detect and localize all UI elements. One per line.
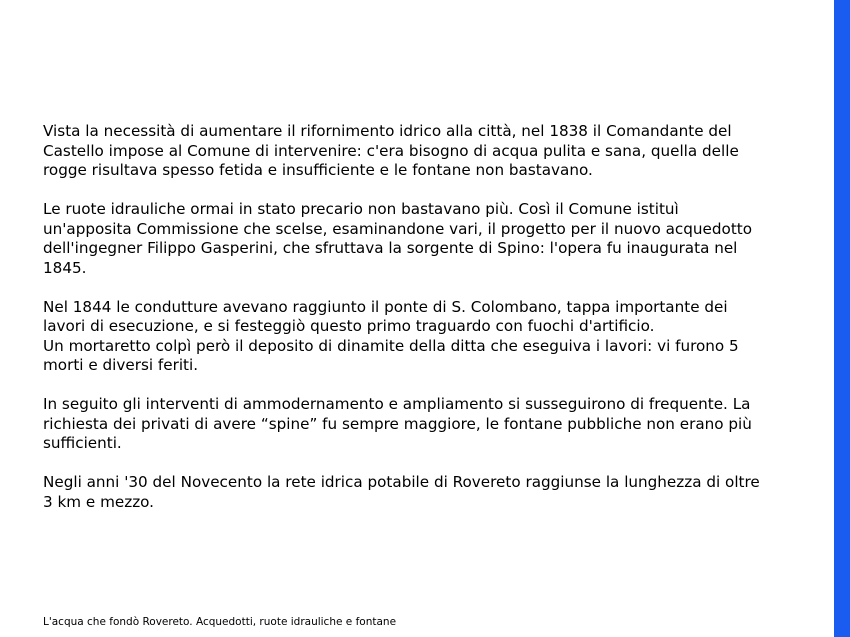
paragraph-line: Vista la necessità di aumentare il rifornimento idrico alla città, nel 1838 il Comandante del (43, 122, 732, 140)
paragraph-line: lavori di esecuzione, e si festeggiò questo primo traguardo con fuochi d'artificio. (43, 317, 655, 335)
paragraph-line: dell'ingegner Filippo Gasperini, che sfruttava la sorgente di Spino: l'opera fu inaugurata nel (43, 239, 738, 257)
paragraph-4 (43, 395, 823, 454)
paragraph-line: Un mortaretto colpì però il deposito di dinamite della ditta che eseguiva i lavori: vi furono 5 (43, 336, 739, 355)
paragraph-line: In seguito gli interventi di ammodernamento e ampliamento si susseguirono di frequente. La (43, 395, 751, 413)
paragraph-5 (43, 473, 823, 512)
paragraph-line: Nel 1844 le condutture avevano raggiunto il ponte di S. Colombano, tappa importante dei (43, 297, 728, 316)
right-accent-bar (834, 0, 850, 637)
paragraph-3 (43, 298, 823, 376)
paragraph-2 (43, 200, 823, 278)
slide-footer: L'acqua che fondò Rovereto. Acquedotti, ruote idrauliche e fontane (43, 616, 397, 628)
paragraph-line: 3 km e mezzo. (43, 492, 155, 511)
paragraph-line: Castello impose al Comune di intervenire: c'era bisogno di acqua pulita e sana, quella delle (43, 141, 739, 160)
paragraph-line: sufficienti. (43, 434, 122, 452)
paragraph-1 (43, 122, 823, 181)
paragraph-line: richiesta dei privati di avere “spine” fu sempre maggiore, le fontane pubbliche non erano più (43, 414, 752, 433)
paragraph-line: 1845. (43, 258, 87, 277)
slide-body (43, 122, 823, 532)
paragraph-line: morti e diversi feriti. (43, 356, 199, 374)
paragraph-line: Le ruote idrauliche ormai in stato precario non bastavano più. Così il Comune istituì (43, 200, 679, 218)
paragraph-line: un'apposita Commissione che scelse, esaminandone vari, il progetto per il nuovo acquedotto (43, 219, 753, 238)
paragraph-line: Negli anni '30 del Novecento la rete idrica potabile di Rovereto raggiunse la lunghezza di oltre (43, 473, 760, 491)
paragraph-line: rogge risultava spesso fetida e insufficiente e le fontane non bastavano. (43, 161, 593, 179)
